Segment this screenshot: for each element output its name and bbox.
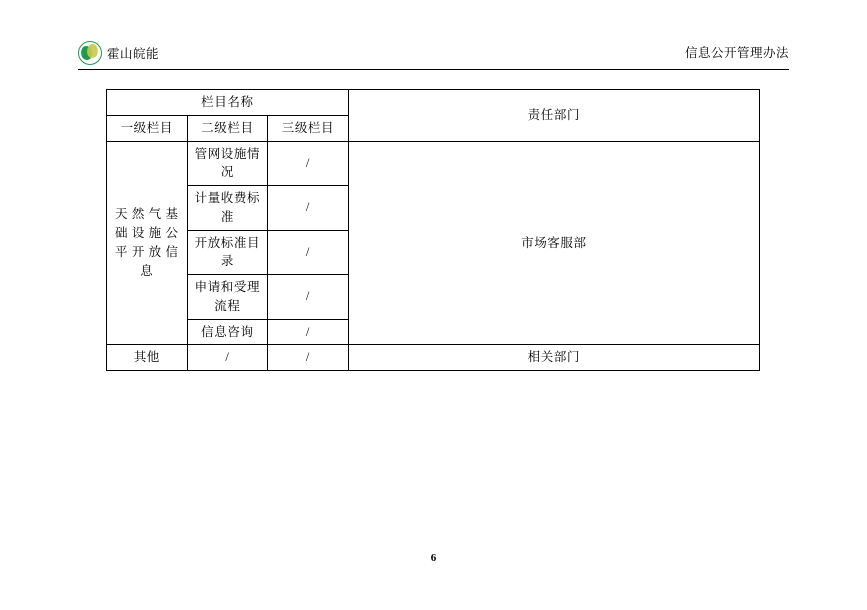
cell-responsible-related-departments: 相关部门	[348, 345, 759, 371]
header-group-column-name: 栏目名称	[107, 90, 349, 116]
header-level1: 一级栏目	[107, 115, 188, 141]
company-logo-icon	[78, 41, 102, 65]
company-name: 霍山皖能	[107, 47, 160, 61]
header-responsible-department: 责任部门	[348, 90, 759, 142]
page-number: 6	[430, 552, 437, 564]
cell-level3: /	[268, 275, 349, 320]
header-branding	[78, 40, 159, 66]
cell-level1-gas-open-info: 天 然 气 基 础 设 施 公 平 开 放 信 息	[107, 141, 188, 345]
header-level2: 二级栏目	[187, 115, 268, 141]
cell-responsible-market-service: 市场客服部	[348, 141, 759, 345]
cell-level3: /	[268, 319, 349, 345]
page-header	[78, 40, 789, 70]
information-disclosure-table	[106, 89, 760, 371]
cell-level2: 管网设施情况	[187, 141, 268, 186]
cell-level2: /	[187, 345, 268, 371]
cell-level2: 信息咨询	[187, 319, 268, 345]
cell-level1-other: 其他	[107, 345, 188, 371]
cell-level3: /	[268, 186, 349, 231]
cell-level2: 计量收费标准	[187, 186, 268, 231]
cell-level2: 申请和受理流程	[187, 275, 268, 320]
cell-level3: /	[268, 141, 349, 186]
table-header-row-top	[107, 90, 760, 116]
document-title: 信息公开管理办法	[684, 46, 789, 60]
table-row	[107, 345, 760, 371]
cell-level3: /	[268, 345, 349, 371]
table-row	[107, 141, 760, 186]
cell-level2: 开放标准目录	[187, 230, 268, 275]
header-level3: 三级栏目	[268, 115, 349, 141]
cell-level3: /	[268, 230, 349, 275]
table	[106, 89, 760, 371]
